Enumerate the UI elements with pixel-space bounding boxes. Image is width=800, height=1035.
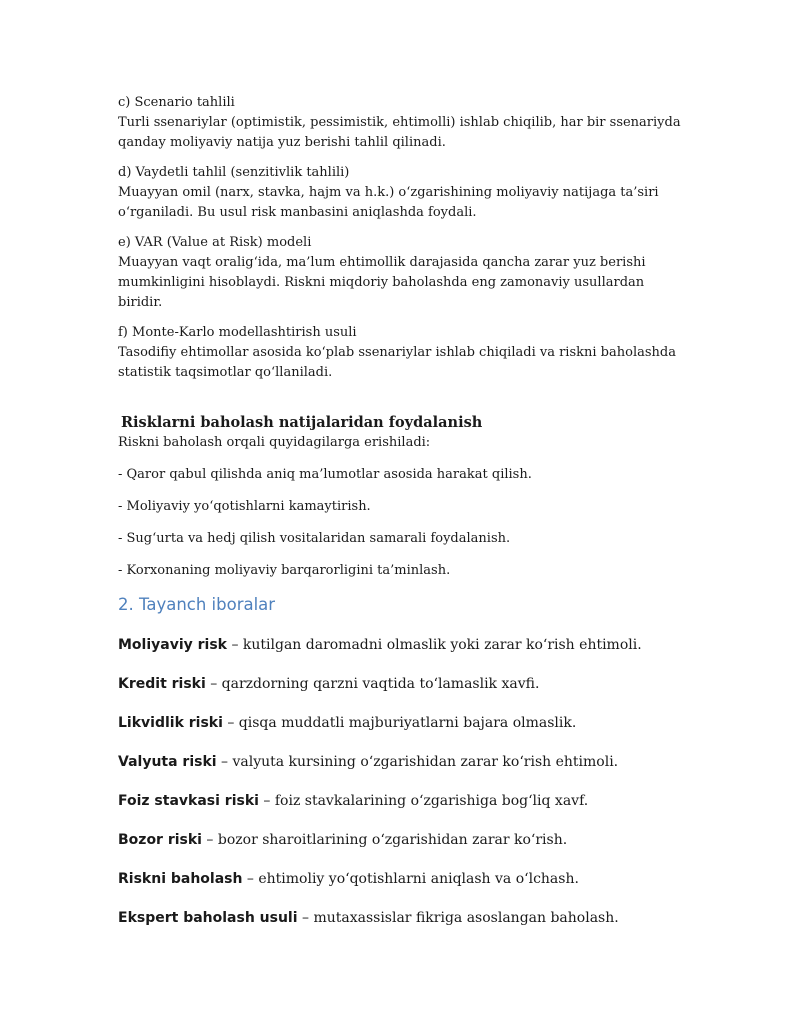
term-definition: – kutilgan daromadni olmaslik yoki zarar ko‘rish ehtimoli. — [227, 637, 642, 653]
term-name: Riskni baholash — [118, 871, 243, 887]
method-title: f) Monte-Karlo modellashtirish usuli — [118, 325, 357, 340]
term-entry — [118, 752, 688, 772]
bullet-item: - Korxonaning moliyaviy barqarorligini ta’minlash. — [118, 563, 451, 578]
term-entry — [118, 635, 688, 655]
section-title: Risklarni baholash natijalaridan foydalanish — [121, 414, 483, 431]
method-title: c) Scenario tahlili — [118, 95, 235, 110]
bullet-item: - Sug‘urta va hedj qilish vositalaridan samarali foydalanish. — [118, 531, 511, 546]
term-name: Foiz stavkasi riski — [118, 793, 259, 809]
results-section — [118, 413, 688, 581]
method-title: d) Vaydetli tahlil (senzitivlik tahlili) — [118, 165, 350, 180]
section-intro: Riskni baholash orqali quyidagilarga erishiladi: — [118, 435, 431, 450]
term-entry — [118, 713, 688, 733]
term-definition: – valyuta kursining o‘zgarishidan zarar ko‘rish ehtimoli. — [216, 754, 619, 770]
method-description: Muayyan vaqt oralig‘ida, ma’lum ehtimollik darajasida qancha zarar yuz berishi mumkinligini hisoblaydi. Riskni miqdoriy baholashda eng zamonaviy usullardan biridir. — [118, 255, 646, 310]
term-entry — [118, 908, 688, 928]
method-block — [118, 163, 688, 223]
bullet-item: - Moliyaviy yo‘qotishlarni kamaytirish. — [118, 499, 371, 514]
term-name: Bozor riski — [118, 832, 202, 848]
document-page — [118, 93, 688, 947]
term-name: Likvidlik riski — [118, 715, 223, 731]
method-block — [118, 323, 688, 383]
term-name: Kredit riski — [118, 676, 206, 692]
term-name: Moliyaviy risk — [118, 637, 227, 653]
term-name: Valyuta riski — [118, 754, 217, 770]
term-definition: – foiz stavkalarining o‘zgarishiga bog‘liq xavf. — [258, 793, 589, 809]
term-definition: – mutaxassislar fikriga asoslangan baholash. — [297, 910, 619, 926]
term-definition: – bozor sharoitlarining o‘zgarishidan zarar ko‘rish. — [201, 832, 568, 848]
term-definition: – qisqa muddatli majburiyatlarni bajara olmaslik. — [222, 715, 577, 731]
method-description: Muayyan omil (narx, stavka, hajm va h.k.) o‘zgarishining moliyaviy natijaga ta’siri o‘rganiladi. Bu usul risk manbasini aniqlashda foydali. — [118, 185, 659, 220]
method-description: Turli ssenariylar (optimistik, pessimistik, ehtimolli) ishlab chiqilib, har bir ssenariyda qanday moliyaviy natija yuz berishi tahlil qilinadi. — [118, 115, 681, 150]
term-entry — [118, 791, 688, 811]
term-name: Ekspert baholash usuli — [118, 910, 298, 926]
method-description: Tasodifiy ehtimollar asosida ko‘plab ssenariylar ishlab chiqiladi va riskni baholashda statistik taqsimotlar qo‘llaniladi. — [118, 345, 676, 380]
method-title: e) VAR (Value at Risk) modeli — [118, 235, 312, 250]
term-entry — [118, 869, 688, 889]
term-entry — [118, 674, 688, 694]
bullet-item: - Qaror qabul qilishda aniq ma’lumotlar asosida harakat qilish. — [118, 467, 532, 482]
term-entry — [118, 830, 688, 850]
term-definition: – qarzdorning qarzni vaqtida to‘lamaslik xavfi. — [205, 676, 540, 692]
method-block — [118, 233, 688, 313]
term-definition: – ehtimoliy yo‘qotishlarni aniqlash va o‘lchash. — [242, 871, 579, 887]
key-terms-heading: 2. Tayanch iboralar — [118, 595, 276, 614]
method-block — [118, 93, 688, 153]
